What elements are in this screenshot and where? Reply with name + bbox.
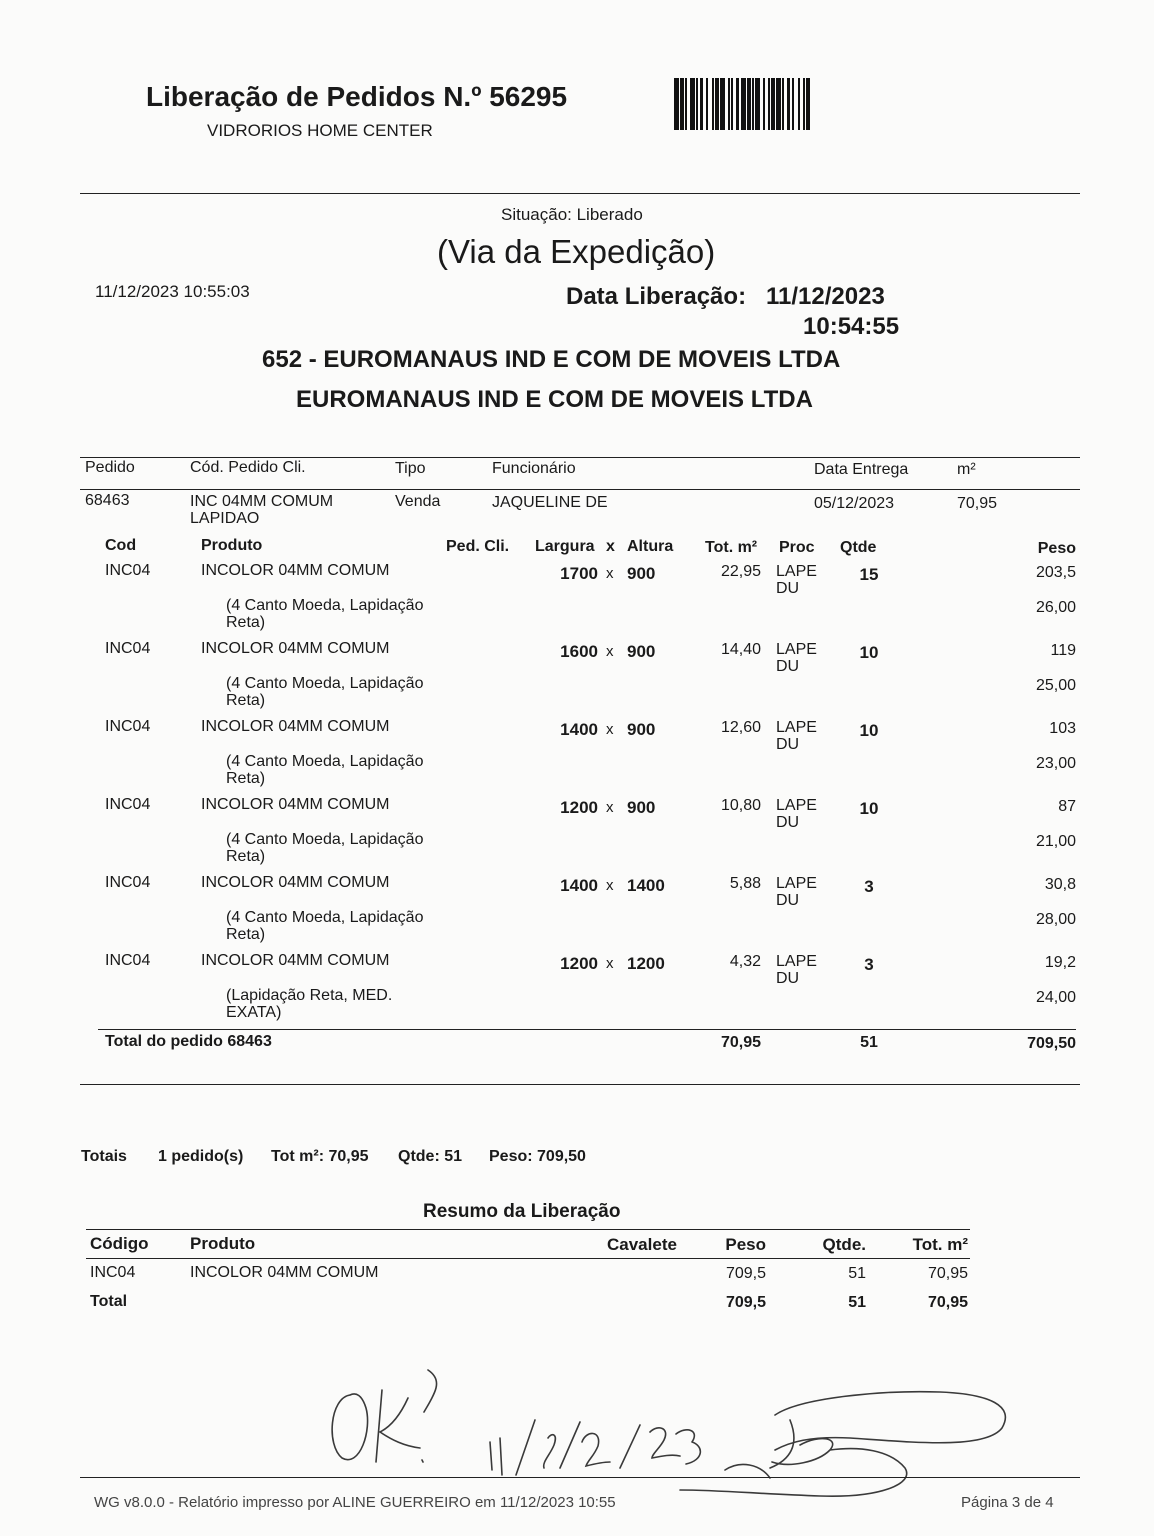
divider	[80, 489, 1080, 490]
summary-title: Resumo da Liberação	[423, 1201, 621, 1222]
divider	[80, 457, 1080, 458]
divider	[80, 1477, 1080, 1478]
item-cod: INC04	[105, 796, 151, 813]
items-col-qtde: Qtde	[840, 539, 877, 556]
summary-total-qtde: 51	[848, 1294, 866, 1311]
document-title: Liberação de Pedidos N.º 56295	[146, 81, 568, 112]
release-date: 11/12/2023	[766, 283, 885, 310]
totals-qtde: Qtde: 51	[398, 1148, 463, 1165]
item-qtde: 15	[859, 565, 879, 584]
col-pedido: Pedido	[85, 459, 135, 476]
item-peso: 30,8	[1044, 876, 1076, 893]
handwriting-text: OK! 11/12/23	[320, 1350, 326, 1351]
items-col-ped-cli: Ped. Cli.	[446, 538, 510, 555]
item-x: x	[606, 877, 614, 894]
item-detail: (4 Canto Moeda, Lapidação Reta)	[226, 597, 424, 631]
item-peso: 203,5	[1035, 564, 1076, 581]
item-largura: 1400	[560, 876, 598, 895]
items-col-x: x	[606, 538, 615, 555]
item-x: x	[606, 955, 614, 972]
item-detail: (4 Canto Moeda, Lapidação Reta)	[226, 675, 424, 709]
item-largura: 1600	[560, 642, 598, 661]
item-produto: INCOLOR 04MM COMUM	[201, 874, 390, 891]
divider	[86, 1229, 970, 1230]
footer-printed-by: WG v8.0.0 - Relatório impresso por ALINE GUERREIRO em 11/12/2023 10:55	[94, 1494, 616, 1511]
order-total-label: Total do pedido 68463	[105, 1033, 272, 1050]
item-detail-value: 28,00	[1035, 911, 1076, 928]
item-proc: LAPE DU	[776, 875, 817, 909]
delivery-date: 05/12/2023	[814, 495, 895, 512]
item-cod: INC04	[105, 952, 151, 969]
item-cod: INC04	[105, 874, 151, 891]
item-qtde: 3	[864, 877, 874, 896]
item-detail-value: 24,00	[1035, 989, 1076, 1006]
items-col-peso: Peso	[1037, 540, 1076, 557]
item-tot-m2: 12,60	[720, 719, 761, 736]
item-tot-m2: 4,32	[729, 953, 761, 970]
item-detail: (4 Canto Moeda, Lapidação Reta)	[226, 753, 424, 787]
item-tot-m2: 10,80	[720, 797, 761, 814]
order-number: 68463	[85, 492, 130, 509]
item-qtde: 3	[864, 955, 874, 974]
client-line-2: EUROMANAUS IND E COM DE MOVEIS LTDA	[296, 386, 813, 413]
client-order-code: INC 04MM COMUM LAPIDAO	[190, 493, 334, 527]
summary-total-label: Total	[90, 1293, 128, 1310]
item-altura: 900	[627, 720, 656, 739]
items-col-altura: Altura	[627, 538, 674, 555]
item-x: x	[606, 721, 614, 738]
order-m2: 70,95	[957, 495, 998, 512]
item-altura: 1400	[627, 876, 665, 895]
order-total-m2: 70,95	[720, 1034, 761, 1051]
summary-col-tot-m2: Tot. m²	[912, 1235, 968, 1254]
order-type: Venda	[395, 493, 441, 510]
item-detail-value: 26,00	[1035, 599, 1076, 616]
item-produto: INCOLOR 04MM COMUM	[201, 640, 390, 657]
col-tipo: Tipo	[395, 460, 426, 477]
company-name: VIDRORIOS HOME CENTER	[207, 121, 433, 140]
order-total-qtde: 51	[860, 1034, 878, 1051]
divider	[98, 1029, 1076, 1030]
item-proc: LAPE DU	[776, 641, 817, 675]
client-line-1: 652 - EUROMANAUS IND E COM DE MOVEIS LTDA	[262, 346, 841, 373]
item-peso: 87	[1058, 798, 1076, 815]
item-cod: INC04	[105, 562, 151, 579]
status-text: Situação: Liberado	[501, 205, 643, 224]
item-altura: 900	[627, 798, 656, 817]
item-detail: (4 Canto Moeda, Lapidação Reta)	[226, 831, 424, 865]
barcode	[674, 78, 850, 130]
item-x: x	[606, 799, 614, 816]
col-cod-pedido-cli: Cód. Pedido Cli.	[190, 459, 306, 476]
totals-label: Totais	[81, 1148, 127, 1165]
col-m2: m²	[957, 461, 976, 478]
summary-col-peso: Peso	[725, 1235, 766, 1254]
divider	[86, 1258, 970, 1259]
summary-total-peso: 709,5	[725, 1294, 766, 1311]
item-produto: INCOLOR 04MM COMUM	[201, 718, 390, 735]
employee: JAQUELINE DE	[492, 494, 608, 511]
item-qtde: 10	[859, 643, 879, 662]
order-total-peso: 709,50	[1027, 1035, 1076, 1052]
print-datetime: 11/12/2023 10:55:03	[95, 282, 250, 301]
copy-type: (Via da Expedição)	[437, 233, 716, 270]
item-tot-m2: 22,95	[720, 563, 761, 580]
item-altura: 900	[627, 642, 656, 661]
item-peso: 19,2	[1044, 954, 1076, 971]
item-x: x	[606, 643, 614, 660]
item-detail-value: 21,00	[1035, 833, 1076, 850]
item-altura: 1200	[627, 954, 665, 973]
item-largura: 1200	[560, 798, 598, 817]
item-detail-value: 25,00	[1035, 677, 1076, 694]
items-col-proc: Proc	[779, 539, 815, 556]
item-produto: INCOLOR 04MM COMUM	[201, 952, 390, 969]
release-time: 10:54:55	[803, 313, 900, 340]
item-proc: LAPE DU	[776, 797, 817, 831]
summary-row-qtde: 51	[848, 1265, 866, 1282]
summary-total-tot-m2: 70,95	[927, 1294, 968, 1311]
item-proc: LAPE DU	[776, 719, 817, 753]
item-largura: 1400	[560, 720, 598, 739]
totals-m2: Tot m²: 70,95	[271, 1148, 369, 1165]
item-tot-m2: 5,88	[729, 875, 761, 892]
summary-row-tot-m2: 70,95	[927, 1265, 968, 1282]
summary-col-codigo: Código	[90, 1234, 149, 1253]
item-produto: INCOLOR 04MM COMUM	[201, 562, 390, 579]
totals-pedidos: 1 pedido(s)	[158, 1148, 244, 1165]
item-proc: LAPE DU	[776, 563, 817, 597]
item-cod: INC04	[105, 640, 151, 657]
summary-col-produto: Produto	[190, 1234, 256, 1253]
item-peso: 103	[1049, 720, 1076, 737]
col-data-entrega: Data Entrega	[814, 461, 909, 478]
item-tot-m2: 14,40	[720, 641, 761, 658]
summary-col-qtde: Qtde.	[822, 1235, 866, 1254]
items-col-largura: Largura	[535, 538, 595, 555]
col-funcionario: Funcionário	[492, 460, 576, 477]
item-altura: 900	[627, 564, 656, 583]
footer-page-number: Página 3 de 4	[961, 1494, 1054, 1511]
items-col-produto: Produto	[201, 537, 263, 554]
summary-col-cavalete: Cavalete	[607, 1235, 677, 1254]
summary-row-produto: INCOLOR 04MM COMUM	[190, 1264, 379, 1281]
item-detail: (4 Canto Moeda, Lapidação Reta)	[226, 909, 424, 943]
item-x: x	[606, 565, 614, 582]
divider	[80, 1084, 1080, 1085]
release-date-label: Data Liberação:	[566, 283, 747, 310]
summary-row-codigo: INC04	[90, 1264, 136, 1281]
totals-peso: Peso: 709,50	[489, 1148, 586, 1165]
summary-row-peso: 709,5	[725, 1265, 766, 1282]
item-detail-value: 23,00	[1035, 755, 1076, 772]
items-col-cod: Cod	[105, 537, 137, 554]
item-detail: (Lapidação Reta, MED. EXATA)	[226, 987, 393, 1021]
item-produto: INCOLOR 04MM COMUM	[201, 796, 390, 813]
item-peso: 119	[1050, 642, 1076, 659]
items-col-tot-m2: Tot. m²	[705, 539, 758, 556]
item-proc: LAPE DU	[776, 953, 817, 987]
item-qtde: 10	[859, 721, 879, 740]
item-largura: 1200	[560, 954, 598, 973]
item-qtde: 10	[859, 799, 879, 818]
item-cod: INC04	[105, 718, 151, 735]
item-largura: 1700	[560, 564, 598, 583]
divider	[80, 193, 1080, 194]
